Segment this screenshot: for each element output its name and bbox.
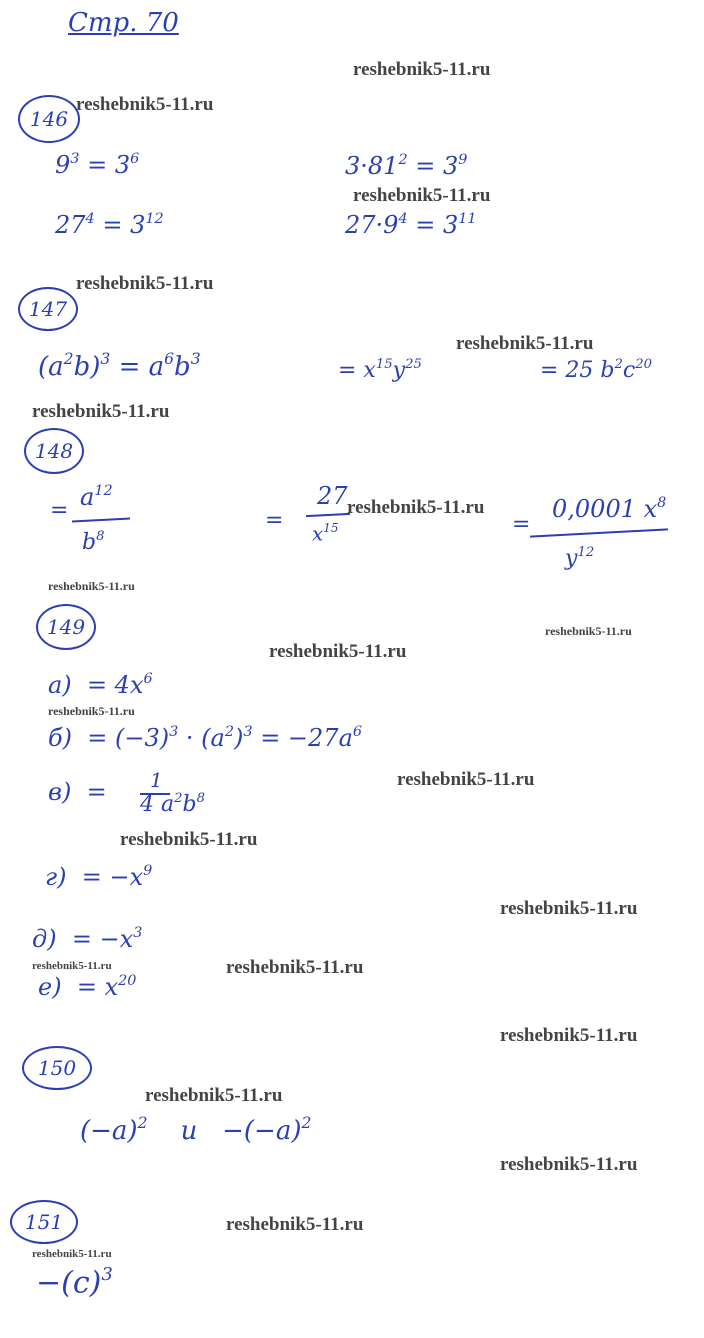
p146-line2-left: $27^4 = 3^{12}$ bbox=[55, 211, 164, 240]
watermark: reshebnik5-11.ru bbox=[120, 829, 258, 850]
watermark: reshebnik5-11.ru bbox=[347, 497, 485, 518]
watermark: reshebnik5-11.ru bbox=[32, 960, 112, 972]
watermark: reshebnik5-11.ru bbox=[48, 704, 135, 718]
watermark: reshebnik5-11.ru bbox=[48, 579, 135, 593]
p150-expr: $(-a)^2$ и $-(-a)^2$ bbox=[80, 1114, 312, 1146]
p148-f2-eq: = bbox=[265, 508, 284, 533]
problem-number-150: 150 bbox=[22, 1046, 92, 1090]
watermark: reshebnik5-11.ru bbox=[500, 1025, 638, 1046]
problem-number-148: 148 bbox=[24, 428, 84, 474]
problem-number-151: 151 bbox=[10, 1200, 78, 1244]
watermark: reshebnik5-11.ru bbox=[226, 1214, 364, 1235]
p148-f1-eq: = bbox=[50, 498, 69, 523]
watermark: reshebnik5-11.ru bbox=[226, 957, 364, 978]
p149-v-label: в) = bbox=[48, 778, 107, 806]
problem-number-146: 146 bbox=[18, 95, 80, 143]
watermark: reshebnik5-11.ru bbox=[76, 94, 214, 115]
p148-f3-line bbox=[530, 528, 668, 537]
problem-number-147: 147 bbox=[18, 287, 78, 331]
p146-line2-right: $27\cdot 9^4 = 3^{11}$ bbox=[345, 211, 477, 240]
p149-e: $е) = x^{20}$ bbox=[38, 973, 137, 1002]
p149-a: $a) = 4x^6$ bbox=[48, 671, 153, 700]
watermark: reshebnik5-11.ru bbox=[145, 1085, 283, 1106]
watermark: reshebnik5-11.ru bbox=[269, 641, 407, 662]
p148-f3-num: 0,0001 $x^8$ bbox=[552, 495, 667, 524]
watermark: reshebnik5-11.ru bbox=[76, 273, 214, 294]
p148-f2-den: $x^{15}$ bbox=[312, 521, 339, 546]
p147-middle: = $x^{15}y^{25}$ bbox=[338, 357, 422, 384]
watermark: reshebnik5-11.ru bbox=[500, 898, 638, 919]
p149-v-den: 4 $a^2b^8$ bbox=[140, 791, 205, 818]
watermark: reshebnik5-11.ru bbox=[397, 769, 535, 790]
p149-g: $г) = -x^9$ bbox=[45, 863, 153, 892]
page-header: Стр. 70 bbox=[68, 8, 179, 38]
watermark: reshebnik5-11.ru bbox=[32, 1248, 112, 1260]
watermark: reshebnik5-11.ru bbox=[353, 59, 491, 80]
watermark: reshebnik5-11.ru bbox=[500, 1154, 638, 1175]
watermark: reshebnik5-11.ru bbox=[456, 333, 594, 354]
p149-d: $д) = -x^3$ bbox=[32, 925, 143, 954]
p148-f1-line bbox=[72, 517, 130, 522]
watermark: reshebnik5-11.ru bbox=[353, 185, 491, 206]
p149-v-num: 1 bbox=[150, 768, 163, 792]
p146-line1-right: $3\cdot 81^2 = 3^9$ bbox=[345, 152, 468, 181]
p146-line1-left: $9^3 = 3^6$ bbox=[55, 151, 140, 180]
p147-right: = 25 $b^2c^{20}$ bbox=[540, 357, 652, 384]
p148-f2-line bbox=[306, 513, 350, 517]
watermark: reshebnik5-11.ru bbox=[32, 401, 170, 422]
problem-number-149: 149 bbox=[36, 604, 96, 650]
watermark: reshebnik5-11.ru bbox=[545, 624, 632, 638]
p149-b: $б) = (-3)^3 \cdot (a^2)^3 = -27a^6$ bbox=[48, 724, 363, 753]
p148-f1-num: $a^{12}$ bbox=[80, 483, 113, 512]
p148-f1-den: $b^8$ bbox=[82, 529, 105, 556]
p148-f3-eq: = bbox=[512, 512, 531, 537]
p151-expr: $-(c)^3$ bbox=[36, 1264, 113, 1301]
p148-f2-num: 27 bbox=[317, 482, 348, 510]
p147-left: $(a^2b)^3 = a^6b^3$ bbox=[38, 350, 201, 382]
p148-f3-den: $y^{12}$ bbox=[565, 545, 595, 572]
